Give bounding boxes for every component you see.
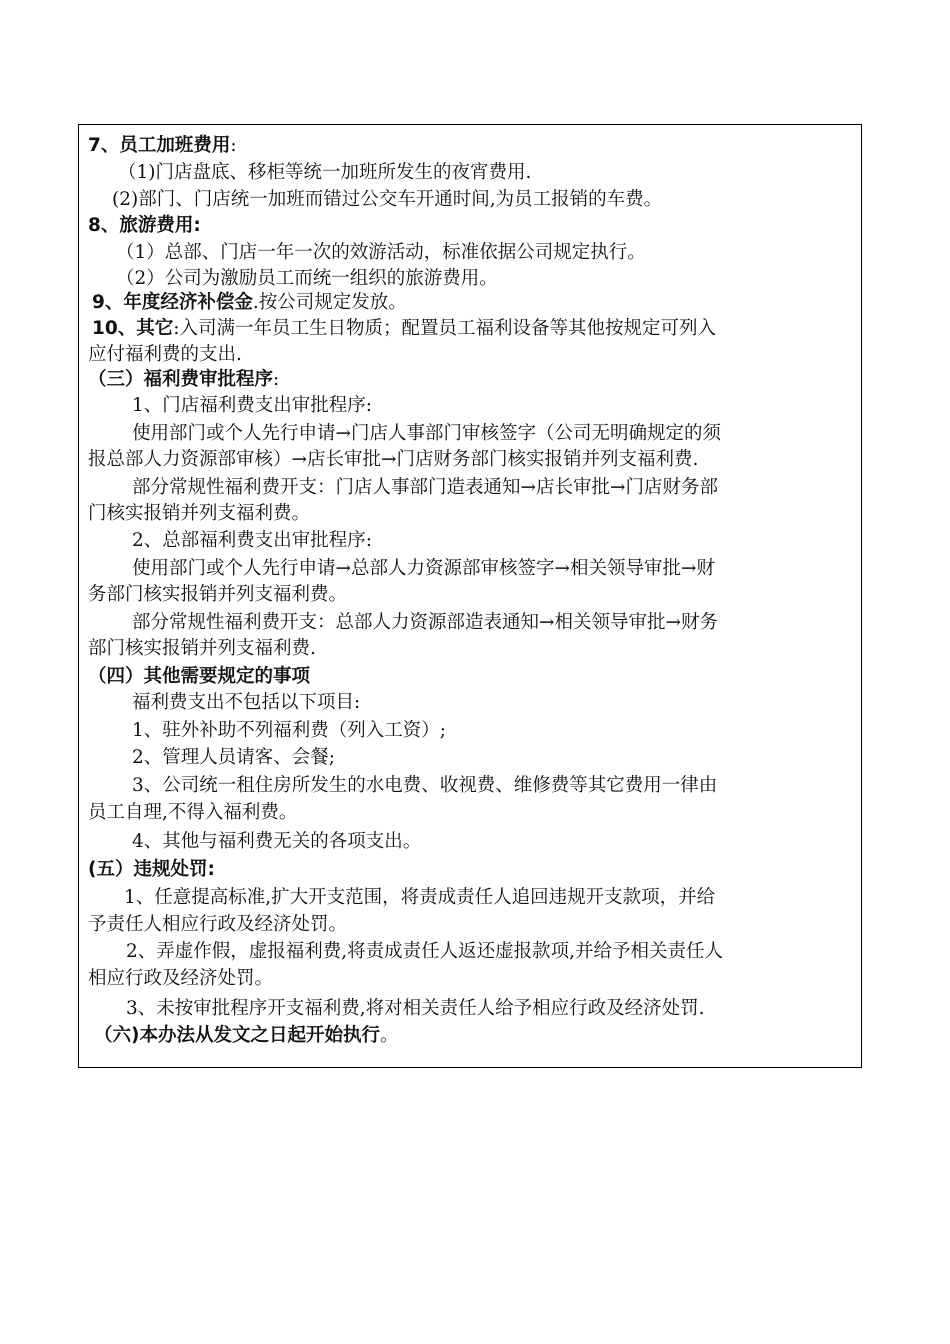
line-text: 部门核实报销并列支福利费. [88, 638, 316, 659]
line-text: 报总部人力资源部审核）→店长审批→门店财务部门核实报销并列支福利费. [88, 449, 699, 470]
line-text: （1)门店盘底、移柜等统一加班所发生的夜宵费用. [118, 162, 532, 183]
text-line [94, 1023, 398, 1049]
text-line [132, 421, 721, 447]
line-text: 使用部门或个人先行申请→门店人事部门审核签字（公司无明确规定的须 [132, 423, 722, 444]
text-line [112, 187, 662, 213]
text-line [132, 773, 717, 799]
text-line [132, 475, 718, 501]
bold-heading: (五）违规处罚: [88, 859, 215, 880]
line-text: （1）总部、门店一年一次的效游活动，标准依据公司规定执行。 [116, 242, 646, 263]
line-text: :入司满一年员工生日物质；配置员工福利设备等其他按规定可列入 [173, 318, 716, 339]
text-line [88, 447, 698, 473]
text-line [116, 266, 498, 292]
line-text: 。 [379, 1025, 399, 1046]
text-line [88, 133, 237, 159]
text-line [88, 800, 297, 826]
text-line [88, 213, 201, 239]
text-line [132, 718, 446, 744]
line-text: 2、管理人员请客、会餐; [132, 747, 336, 768]
line-text: 1、驻外补助不列福利费（列入工资）; [132, 720, 447, 741]
text-line [88, 857, 215, 883]
text-line [118, 160, 531, 186]
line-text: 予责任人相应行政及经济处罚。 [88, 914, 348, 935]
text-line [124, 885, 715, 911]
line-text: 门核实报销并列支福利费。 [88, 503, 311, 524]
text-line [132, 745, 335, 771]
line-text: 3、未按审批程序开支福利费,将对相关责任人给予相应行政及经济处罚. [126, 998, 705, 1019]
line-text: 2、总部福利费支出审批程序: [132, 530, 373, 551]
text-line [88, 912, 347, 938]
text-line [132, 528, 372, 554]
bold-heading: 9、年度经济补偿金 [92, 292, 253, 313]
bold-heading: 8、旅游费用: [88, 215, 201, 236]
line-text: : [273, 369, 280, 390]
bold-heading: （四）其他需要规定的事项 [88, 666, 311, 687]
text-line [126, 996, 705, 1022]
text-line [88, 501, 310, 527]
text-line [88, 664, 310, 690]
line-text: 3、公司统一租住房所发生的水电费、收视费、维修费等其它费用一律由 [132, 775, 718, 796]
line-text: 4、其他与福利费无关的各项支出。 [132, 831, 422, 852]
text-line [132, 610, 718, 636]
text-line [88, 342, 242, 368]
line-text: .按公司规定发放。 [252, 292, 407, 313]
line-text: 部分常规性福利费开支：总部人力资源部造表通知→相关领导审批→财务 [132, 612, 719, 633]
text-line [88, 636, 316, 662]
text-line [132, 393, 372, 419]
line-text: (2)部门、门店统一加班而错过公交车开通时间,为员工报销的车费。 [112, 189, 663, 210]
line-text: 相应行政及经济处罚。 [88, 968, 274, 989]
line-text: 员工自理,不得入福利费。 [88, 802, 298, 823]
bold-heading: 7、员工加班费用 [88, 135, 231, 156]
text-line [132, 556, 715, 582]
text-line [132, 829, 421, 855]
line-text: 应付福利费的支出. [88, 344, 242, 365]
text-line [88, 966, 273, 992]
text-line [92, 316, 716, 342]
text-line [92, 290, 407, 316]
line-text: 务部门核实报销并列支福利费。 [88, 584, 348, 605]
text-line [116, 240, 646, 266]
line-text: 福利费支出不包括以下项目: [132, 692, 361, 713]
line-text: 1、门店福利费支出审批程序: [132, 395, 373, 416]
line-text: 部分常规性福利费开支：门店人事部门造表通知→店长审批→门店财务部 [132, 477, 719, 498]
text-line [88, 582, 347, 608]
bold-heading: （六)本办法从发文之日起开始执行 [94, 1025, 380, 1046]
line-text: : [230, 135, 237, 156]
text-line [126, 939, 723, 965]
line-text: 2、弄虚作假，虚报福利费,将责成责任人返还虚报款项,并给予相关责任人 [126, 941, 724, 962]
text-line [88, 367, 279, 393]
line-text: （2）公司为激励员工而统一组织的旅游费用。 [116, 268, 498, 289]
bold-heading: 10、其它 [92, 318, 174, 339]
line-text: 1、任意提高标准,扩大开支范围，将责成责任人追回违规开支款项，并给 [124, 887, 716, 908]
bold-heading: （三）福利费审批程序 [88, 369, 274, 390]
line-text: 使用部门或个人先行申请→总部人力资源部审核签字→相关领导审批→财 [132, 558, 716, 579]
text-line [132, 690, 360, 716]
